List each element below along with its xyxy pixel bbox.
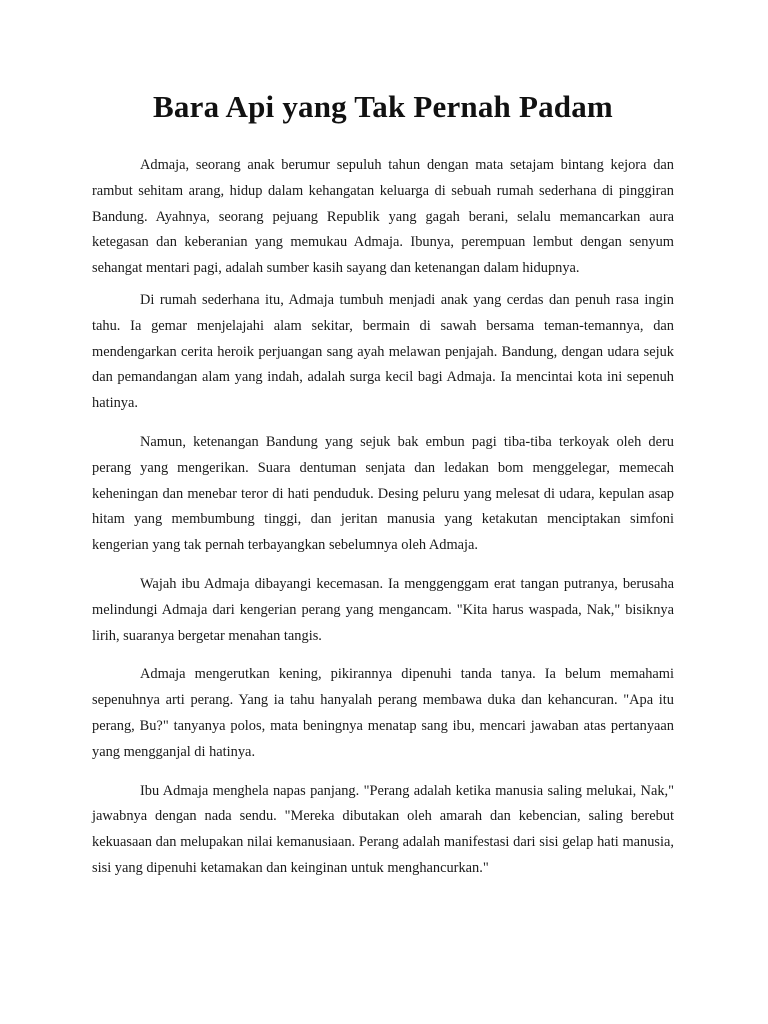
paragraph-1: Admaja, seorang anak berumur sepuluh tahun dengan mata setajam bintang kejora dan rambut sehitam arang, hidup dalam kehangatan keluarga di sebuah rumah sederhana di pinggiran Bandung. Ayahnya, seorang pejuang Republik yang gagah berani, selalu memancarkan aura ketegasan dan keberanian yang memukau Admaja. Ibunya, perempuan lembut dengan senyum sehangat mentari pagi, adalah sumber kasih sayang dan ketenangan dalam hidupnya. bbox=[92, 157, 674, 277]
paragraph-6: Ibu Admaja menghela napas panjang. "Perang adalah ketika manusia saling melukai, Nak," jawabnya dengan nada sendu. "Mereka dibutakan oleh amarah dan kebencian, saling berebut kekuasaan dan melupakan nilai kemanusiaan. Perang adalah manifestasi dari sisi gelap hati manusia, sisi yang dipenuhi ketamakan dan keinginan untuk menghancurkan." bbox=[92, 782, 674, 876]
document-page bbox=[92, 86, 674, 882]
paragraph-4: Wajah ibu Admaja dibayangi kecemasan. Ia menggenggam erat tangan putranya, berusaha melindungi Admaja dari kengerian perang yang mengancam. "Kita harus waspada, Nak," bisiknya lirih, suaranya bergetar menahan tangis. bbox=[92, 575, 674, 644]
paragraph-2: Di rumah sederhana itu, Admaja tumbuh menjadi anak yang cerdas dan penuh rasa ingin tahu. Ia gemar menjelajahi alam sekitar, bermain di sawah bersama teman-temannya, dan mendengarkan cerita heroik perjuangan sang ayah melawan penjajah. Bandung, dengan udara sejuk dan pemandangan alam yang indah, adalah surga kecil bagi Admaja. Ia mencintai kota ini sepenuh hatinya. bbox=[92, 291, 674, 412]
document-title: Bara Api yang Tak Pernah Padam bbox=[153, 89, 613, 124]
paragraph-5: Admaja mengerutkan kening, pikirannya dipenuhi tanda tanya. Ia belum memahami sepenuhnya arti perang. Yang ia tahu hanyalah perang membawa duka dan kehancuran. "Apa itu perang, Bu?" tanyanya polos, mata beningnya menatap sang ibu, mencari jawaban atas pertanyaan yang mengganjal di hatinya. bbox=[92, 666, 674, 760]
paragraph-3: Namun, ketenangan Bandung yang sejuk bak embun pagi tiba-tiba terkoyak oleh deru perang yang mengerikan. Suara dentuman senjata dan ledakan bom menggelegar, memecah keheningan dan menebar teror di hati penduduk. Desing peluru yang melesat di udara, kepulan asap hitam yang membumbung tinggi, dan jeritan manusia yang ketakutan menciptakan simfoni kengerian yang tak pernah terbayangkan sebelumnya oleh Admaja. bbox=[92, 433, 674, 554]
